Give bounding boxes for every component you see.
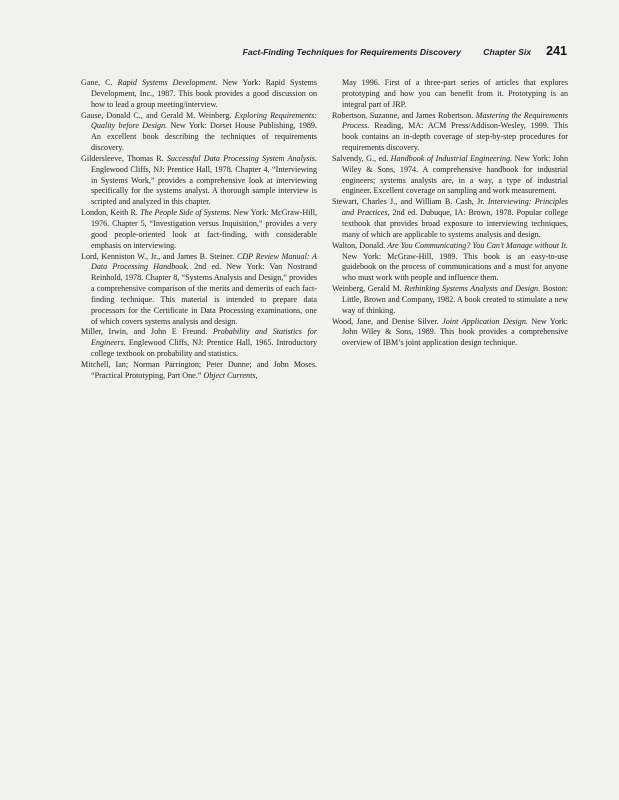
- reference-details: May 1996. First of a three-part series of articles that explores prototyping and how you can benefit from it. Prototyping is an integral part of JRP.: [342, 78, 568, 109]
- reference-title: Handbook of Industrial Engineering.: [390, 153, 513, 163]
- reference-authors: Robertson, Suzanne, and James Robertson.: [332, 110, 476, 120]
- reference-entry: [332, 197, 568, 240]
- reference-details: New York: Dorset House Publishing, 1989. An excellent book describing the techniques of requirements discovery.: [91, 121, 318, 153]
- reference-details: Englewood Cliffs, NJ: Prentice Hall, 1978. Chapter 4, “Interviewing in Systems Work,” provides a comprehensive look at interviewing specifically for the systems analyst. A thorough sample interview is scripted and analyzed in this chapter.: [91, 164, 317, 207]
- reference-title: Mastering the Requirements Process.: [342, 110, 568, 131]
- reference-entry: [81, 111, 317, 154]
- reference-authors: Gildersleeve, Thomas R.: [81, 153, 167, 163]
- reference-title: Exploring Requirements: Quality before Design.: [91, 110, 317, 131]
- reference-title: Object Currents,: [203, 370, 258, 380]
- reference-entry: [81, 327, 317, 360]
- reference-entry: [332, 154, 568, 197]
- reference-details: Boston: Little, Brown and Company, 1982. A book created to stimulate a new way of thinking.: [342, 284, 568, 315]
- reference-entry: [332, 284, 568, 317]
- running-title: Fact-Finding Techniques for Requirements Discovery: [242, 47, 461, 57]
- reference-authors: Salvendy, G., ed.: [332, 153, 391, 163]
- reference-entry: [332, 111, 568, 154]
- reference-title: Joint Application Design.: [442, 316, 528, 326]
- reference-authors: Stewart, Charles J., and William B. Cash, Jr.: [332, 197, 488, 207]
- reference-title: Interviewing: Principles and Practices,: [342, 197, 568, 218]
- reference-details: 2nd ed. New York: Van Nostrand Reinhold, 1978. Chapter 8, “Systems Analysis and Design,” provides a comprehensive comparison of the merits and demerits of each fact-finding technique. This material is intended to prepare data processors for the Certificate in Data Processing examinations, one of which covers systems analysis and design.: [91, 262, 317, 326]
- references-column-right: [332, 78, 568, 349]
- reference-title: The People Side of Systems.: [140, 208, 232, 218]
- reference-authors: Weinberg, Gerald M.: [332, 284, 405, 294]
- reference-title: Successful Data Processing System Analysis.: [166, 153, 317, 163]
- reference-details: New York: McGraw-Hill, 1976. Chapter 5, “Investigation versus Inquisition,” provides a very good people-oriented look at fact-finding, with considerable emphasis on interviewing.: [91, 208, 317, 250]
- chapter-label: Chapter Six: [483, 47, 531, 57]
- page-number: 241: [546, 44, 567, 58]
- reference-authors: Gause, Donald C., and Gerald M. Weinberg.: [81, 110, 235, 120]
- reference-title: CDP Review Manual: A Data Processing Handbook.: [91, 251, 317, 272]
- reference-entry: [81, 252, 317, 328]
- reference-entry: [81, 208, 317, 251]
- reference-title: Rapid Systems Development.: [117, 78, 218, 87]
- reference-authors: Lord, Kenniston W., Jr., and James B. Steiner.: [81, 251, 237, 261]
- reference-details: Englewood Cliffs, NJ: Prentice Hall, 1965. Introductory college textbook on probability and statistics.: [91, 338, 317, 359]
- reference-authors: London, Keith R.: [81, 208, 141, 218]
- reference-authors: Walton, Donald.: [332, 240, 388, 250]
- reference-title: Rethinking Systems Analysts and Design.: [404, 284, 541, 294]
- reference-entry: [332, 241, 568, 284]
- reference-details: Reading, MA: ACM Press/Addison-Wesley, 1999. This book contains an in-depth coverage of step-by-step procedures for requirements discovery.: [342, 121, 568, 153]
- page-header: [0, 44, 619, 60]
- reference-entry: [81, 78, 317, 111]
- reference-title: Are You Communicating? You Can’t Manage without It.: [387, 240, 568, 250]
- reference-details: New York: John Wiley & Sons, 1974. A comprehensive handbook for industrial engineers; systems analysts are, in a way, a type of industrial engineer. Excellent coverage on sampling and work measurement.: [342, 153, 568, 196]
- reference-entry: [332, 317, 568, 350]
- reference-authors: Mitchell, Ian; Norman Parrington; Peter Dunne; and John Moses. “Practical Prototyping, Part One.”: [81, 359, 317, 380]
- reference-entry: [81, 154, 317, 208]
- reference-details: New York: John Wiley & Sons, 1989. This book provides a comprehensive overview of IBM’s joint application design technique.: [342, 316, 568, 348]
- reference-details: New York: McGraw-Hill, 1989. This book is an easy-to-use guidebook on the process of communications and a must for anyone who must work with people and influence them.: [342, 251, 568, 283]
- reference-details: New York: Rapid Systems Development, Inc., 1987. This book provides a good discussion on how to lead a group meeting/interview.: [91, 78, 317, 109]
- reference-authors: Miller, Irwin, and John E Freund.: [81, 327, 213, 337]
- reference-entry: [332, 78, 568, 111]
- references-column-left: [81, 78, 317, 382]
- reference-title: Probability and Statistics for Engineers.: [91, 327, 317, 348]
- reference-authors: Wood, Jane, and Denise Silver.: [332, 316, 443, 326]
- reference-authors: Gane, C.: [81, 78, 118, 87]
- reference-entry: [81, 360, 317, 382]
- reference-details: 2nd ed. Dubuque, IA: Brown, 1978. Popular college textbook that provides broad exposure to interviewing techniques, many of which are applicable to systems analysis and design.: [342, 208, 568, 239]
